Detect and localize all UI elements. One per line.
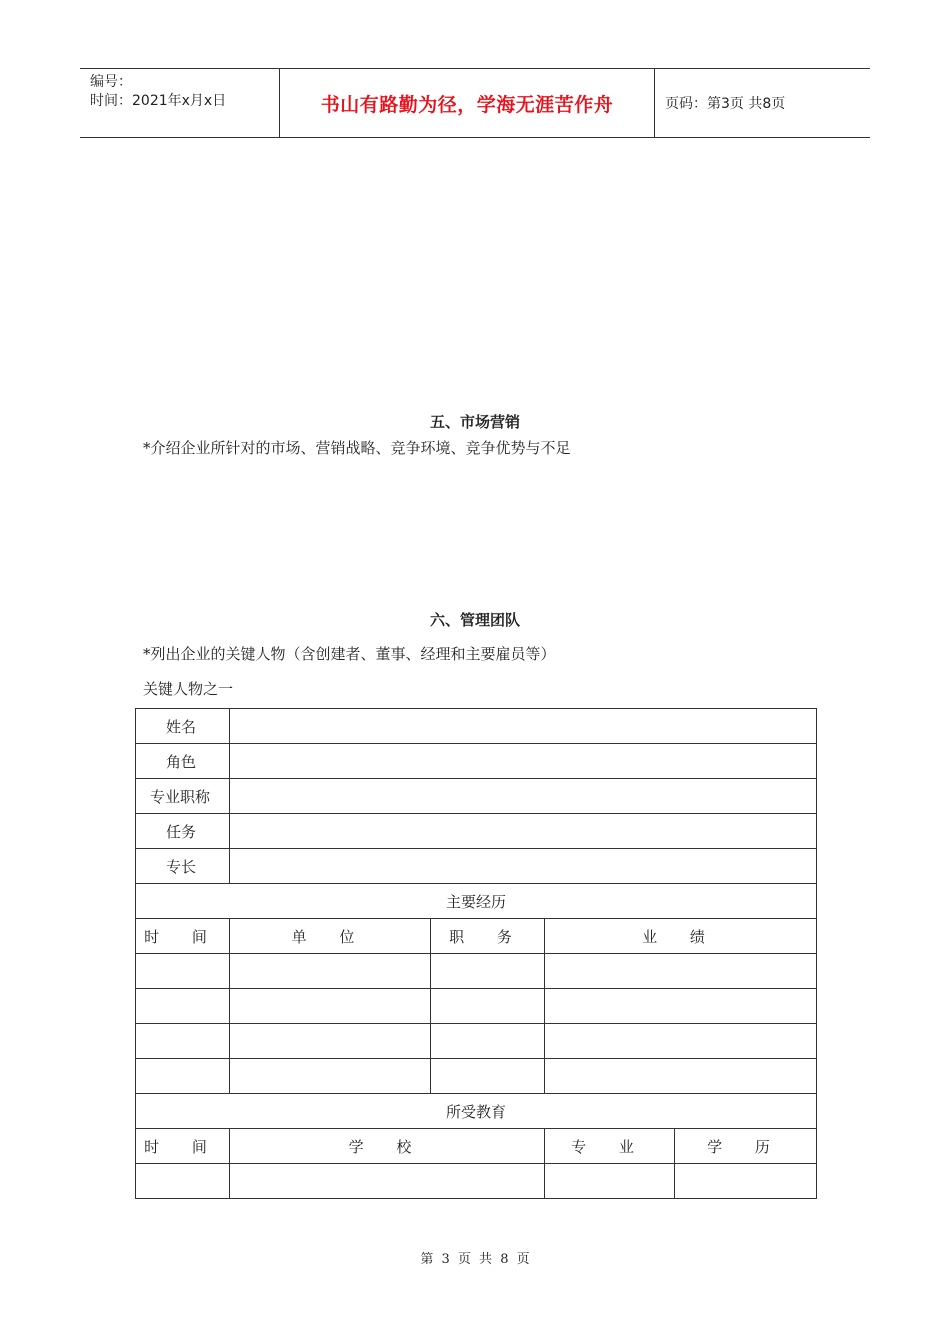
experience-row	[136, 954, 817, 989]
edu-col-time: 时 间	[136, 1129, 230, 1164]
education-columns-row	[136, 1129, 817, 1164]
section-title-management: 六、管理团队	[429, 611, 520, 629]
exp-cell[interactable]	[431, 954, 545, 989]
experience-header-row	[136, 884, 817, 919]
experience-header: 主要经历	[136, 884, 817, 919]
header-motto: 书山有路勤为径，学海无涯苦作舟	[280, 69, 655, 137]
management-note: *列出企业的关键人物（含创建者、董事、经理和主要雇员等）	[143, 645, 556, 663]
experience-row	[136, 1024, 817, 1059]
education-header-row	[136, 1094, 817, 1129]
duty-label: 任务	[136, 814, 230, 849]
title-label: 专业职称	[136, 779, 230, 814]
duty-field[interactable]	[230, 814, 817, 849]
page-header	[80, 68, 870, 138]
exp-cell[interactable]	[230, 989, 431, 1024]
number-label: 编号：	[90, 74, 132, 90]
exp-cell[interactable]	[230, 1024, 431, 1059]
header-page-label: 页码：第3页 共8页	[665, 96, 786, 112]
edu-cell[interactable]	[136, 1164, 230, 1199]
exp-cell[interactable]	[431, 1059, 545, 1094]
exp-cell[interactable]	[545, 954, 817, 989]
form-row-specialty	[136, 849, 817, 884]
name-label: 姓名	[136, 709, 230, 744]
header-meta	[80, 69, 280, 137]
edu-col-school: 学 校	[230, 1129, 545, 1164]
marketing-note: *介绍企业所针对的市场、营销战略、竞争环境、竞争优势与不足	[143, 439, 571, 457]
edu-cell[interactable]	[230, 1164, 545, 1199]
role-field[interactable]	[230, 744, 817, 779]
exp-cell[interactable]	[136, 1024, 230, 1059]
experience-columns-row	[136, 919, 817, 954]
edu-col-degree: 学 历	[675, 1129, 817, 1164]
exp-cell[interactable]	[545, 989, 817, 1024]
exp-col-position: 职 务	[431, 919, 545, 954]
exp-cell[interactable]	[545, 1024, 817, 1059]
education-header: 所受教育	[136, 1094, 817, 1129]
edu-col-major: 专 业	[545, 1129, 675, 1164]
exp-col-achievement: 业 绩	[545, 919, 817, 954]
exp-cell[interactable]	[545, 1059, 817, 1094]
name-field[interactable]	[230, 709, 817, 744]
form-row-role	[136, 744, 817, 779]
page-footer: 第 3 页 共 8 页	[420, 1252, 530, 1267]
form-row-title	[136, 779, 817, 814]
exp-cell[interactable]	[136, 954, 230, 989]
key-person-subtitle: 关键人物之一	[143, 680, 234, 698]
education-row	[136, 1164, 817, 1199]
form-row-name	[136, 709, 817, 744]
section-title-marketing: 五、市场营销	[429, 413, 520, 431]
specialty-label: 专长	[136, 849, 230, 884]
key-person-form	[135, 708, 817, 1199]
time-label: 时间：2021年x月x日	[90, 93, 227, 109]
experience-row	[136, 989, 817, 1024]
edu-cell[interactable]	[545, 1164, 675, 1199]
exp-cell[interactable]	[230, 1059, 431, 1094]
exp-col-unit: 单 位	[230, 919, 431, 954]
exp-cell[interactable]	[136, 1059, 230, 1094]
specialty-field[interactable]	[230, 849, 817, 884]
role-label: 角色	[136, 744, 230, 779]
exp-cell[interactable]	[431, 1024, 545, 1059]
edu-cell[interactable]	[675, 1164, 817, 1199]
exp-cell[interactable]	[136, 989, 230, 1024]
title-field[interactable]	[230, 779, 817, 814]
form-row-duty	[136, 814, 817, 849]
exp-cell[interactable]	[230, 954, 431, 989]
exp-col-time: 时 间	[136, 919, 230, 954]
experience-row	[136, 1059, 817, 1094]
exp-cell[interactable]	[431, 989, 545, 1024]
